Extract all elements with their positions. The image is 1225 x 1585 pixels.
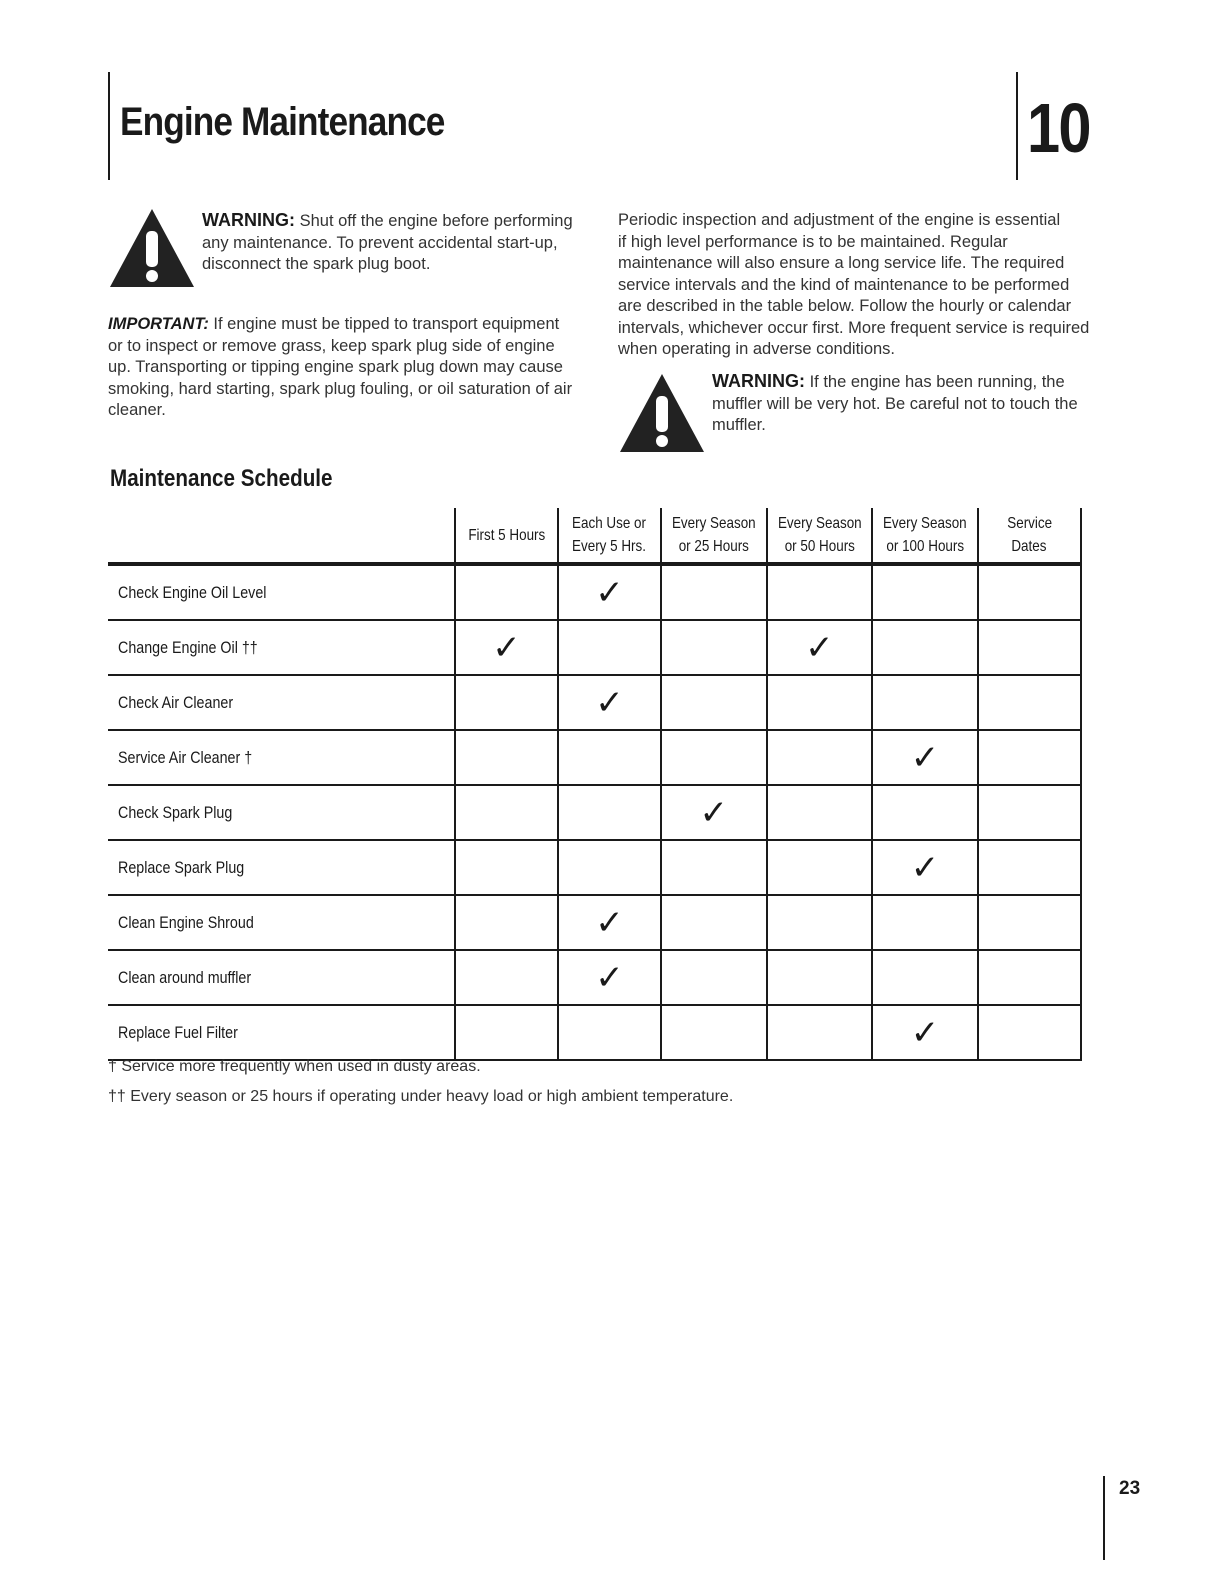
schedule-cell	[558, 840, 661, 895]
schedule-cell	[661, 1005, 767, 1060]
task-cell	[108, 785, 455, 840]
task-label: Change Engine Oil ††	[118, 637, 258, 657]
schedule-cell	[767, 950, 873, 1005]
column-header: Each Use or Every 5 Hrs.	[558, 508, 661, 564]
task-label: Check Spark Plug	[118, 802, 233, 822]
schedule-cell	[872, 895, 978, 950]
schedule-cell	[767, 730, 873, 785]
schedule-cell	[872, 730, 978, 785]
important-text: smoking, hard starting, spark plug fouling, or oil saturation of air	[108, 379, 573, 398]
schedule-cell	[872, 675, 978, 730]
schedule-cell	[455, 1005, 558, 1060]
important-text: cleaner.	[108, 401, 166, 419]
column-header: Service Dates	[978, 508, 1081, 564]
check-mark-icon: ✓	[595, 572, 624, 613]
important-text: If engine must be tipped to transport equipment	[213, 315, 560, 333]
task-cell	[108, 675, 455, 730]
schedule-cell	[872, 950, 978, 1005]
schedule-cell	[978, 950, 1081, 1005]
schedule-cell	[455, 785, 558, 840]
schedule-cell	[661, 675, 767, 730]
table-row	[108, 730, 1081, 785]
warning-text: muffler.	[712, 416, 766, 434]
task-cell	[108, 895, 455, 950]
schedule-cell	[661, 785, 767, 840]
schedule-cell	[978, 730, 1081, 785]
task-label: Replace Spark Plug	[118, 857, 245, 877]
schedule-cell	[872, 840, 978, 895]
table-row	[108, 1005, 1081, 1060]
table-row	[108, 564, 1081, 620]
schedule-cell	[661, 620, 767, 675]
schedule-cell	[978, 1005, 1081, 1060]
schedule-cell	[558, 620, 661, 675]
check-mark-icon: ✓	[595, 682, 624, 723]
chapter-rule	[1016, 72, 1018, 180]
warning-label: WARNING:	[202, 210, 295, 230]
table-row	[108, 620, 1081, 675]
task-label: Check Air Cleaner	[118, 692, 234, 712]
schedule-cell	[767, 895, 873, 950]
warning-text: disconnect the spark plug boot.	[202, 255, 431, 273]
task-label: Clean Engine Shroud	[118, 912, 254, 932]
schedule-cell	[661, 895, 767, 950]
column-header: First 5 Hours	[455, 508, 558, 564]
warning-engine-off	[202, 210, 602, 276]
column-header: Every Season or 100 Hours	[872, 508, 978, 564]
schedule-cell	[455, 895, 558, 950]
warning-text: Shut off the engine before performing	[299, 212, 573, 230]
task-cell	[108, 620, 455, 675]
column-header: Every Season or 50 Hours	[767, 508, 873, 564]
schedule-cell	[455, 564, 558, 620]
schedule-cell	[767, 675, 873, 730]
table-row	[108, 895, 1081, 950]
check-mark-icon: ✓	[699, 792, 729, 833]
task-label: Check Engine Oil Level	[118, 582, 267, 602]
important-text: or to inspect or remove grass, keep spark plug side of engine	[108, 336, 555, 355]
important-note	[108, 314, 598, 422]
schedule-cell	[558, 895, 661, 950]
maintenance-schedule-table	[108, 508, 1082, 1061]
check-mark-icon: ✓	[595, 957, 624, 998]
section-title: Maintenance Schedule	[110, 465, 333, 492]
schedule-cell	[872, 785, 978, 840]
important-label: IMPORTANT:	[108, 315, 209, 333]
schedule-cell	[455, 840, 558, 895]
header-blank-cell	[108, 508, 455, 564]
table-row	[108, 675, 1081, 730]
schedule-cell	[767, 620, 873, 675]
task-cell	[108, 564, 455, 620]
check-mark-icon: ✓	[910, 1012, 940, 1053]
intro-text: are described in the table below. Follow the hourly or calendar	[618, 297, 1072, 315]
warning-triangle-icon	[618, 372, 706, 454]
schedule-cell	[872, 1005, 978, 1060]
schedule-cell	[661, 564, 767, 620]
schedule-cell	[872, 620, 978, 675]
footnote-dagger: † Service more frequently when used in dusty areas.	[108, 1058, 481, 1075]
warning-text: If the engine has been running, the	[809, 373, 1065, 391]
title-rule	[108, 72, 110, 180]
schedule-cell	[558, 1005, 661, 1060]
schedule-cell	[455, 675, 558, 730]
schedule-cell	[558, 564, 661, 620]
check-mark-icon: ✓	[805, 627, 834, 668]
schedule-cell	[978, 840, 1081, 895]
intro-text: maintenance will also ensure a long service life. The required	[618, 254, 1065, 272]
schedule-cell	[978, 564, 1081, 620]
schedule-cell	[661, 950, 767, 1005]
schedule-cell	[455, 950, 558, 1005]
warning-triangle-icon	[108, 207, 196, 289]
schedule-cell	[767, 785, 873, 840]
check-mark-icon: ✓	[595, 902, 624, 943]
table-row	[108, 840, 1081, 895]
task-label: Replace Fuel Filter	[118, 1022, 238, 1042]
task-label: Service Air Cleaner †	[118, 747, 253, 767]
schedule-cell	[558, 950, 661, 1005]
intro-text: if high level performance is to be maintained. Regular	[618, 232, 1008, 251]
schedule-cell	[767, 1005, 873, 1060]
check-mark-icon: ✓	[910, 737, 940, 778]
schedule-cell	[558, 675, 661, 730]
intro-text: intervals, whichever occur first. More frequent service is required	[618, 318, 1090, 337]
page-title: Engine Maintenance	[120, 100, 445, 144]
check-mark-icon: ✓	[910, 847, 940, 888]
intro-text: when operating in adverse conditions.	[618, 340, 896, 358]
task-cell	[108, 730, 455, 785]
warning-text: muffler will be very hot. Be careful not to touch the	[712, 394, 1078, 413]
page-number: 23	[1119, 1478, 1141, 1499]
table-row	[108, 785, 1081, 840]
schedule-cell	[767, 840, 873, 895]
task-label: Clean around muffler	[118, 967, 252, 987]
intro-text: service intervals and the kind of maintenance to be performed	[618, 275, 1070, 294]
schedule-cell	[455, 730, 558, 785]
task-cell	[108, 950, 455, 1005]
schedule-cell	[558, 730, 661, 785]
schedule-cell	[978, 895, 1081, 950]
schedule-cell	[558, 785, 661, 840]
warning-text: any maintenance. To prevent accidental start-up,	[202, 233, 558, 252]
page-number-rule	[1103, 1476, 1105, 1560]
column-header: Every Season or 25 Hours	[661, 508, 767, 564]
task-cell	[108, 840, 455, 895]
schedule-cell	[978, 785, 1081, 840]
task-cell	[108, 1005, 455, 1060]
intro-paragraph	[618, 210, 1118, 361]
schedule-cell	[661, 730, 767, 785]
schedule-cell	[767, 564, 873, 620]
schedule-cell	[661, 840, 767, 895]
schedule-cell	[978, 620, 1081, 675]
table-row	[108, 950, 1081, 1005]
schedule-cell	[455, 620, 558, 675]
chapter-number: 10	[1027, 89, 1090, 167]
schedule-cell	[978, 675, 1081, 730]
schedule-cell	[872, 564, 978, 620]
intro-text: Periodic inspection and adjustment of the engine is essential	[618, 211, 1061, 229]
footnote-double-dagger: †† Every season or 25 hours if operating under heavy load or high ambient temperature.	[108, 1088, 734, 1105]
important-text: up. Transporting or tipping engine spark plug down may cause	[108, 358, 563, 376]
warning-label: WARNING:	[712, 371, 805, 391]
check-mark-icon: ✓	[492, 627, 521, 668]
table-header-row	[108, 508, 1081, 564]
warning-muffler-hot	[712, 371, 1112, 437]
